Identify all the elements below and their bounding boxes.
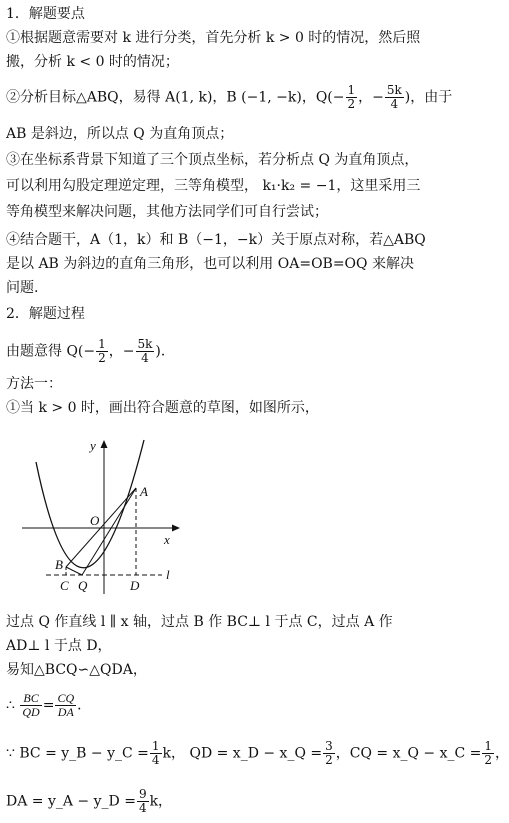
point3-line2: 可以利用勾股定理逆定理，三等角模型， k₁·k₂ = −1，这里采用三 <box>6 178 421 194</box>
therefore-symbol: ∴ <box>6 697 15 714</box>
period: ． <box>77 697 92 714</box>
da-expr: DA = y_A − y_D = <box>6 793 136 810</box>
fraction-num: CQ <box>57 691 75 705</box>
fraction-num: 1 <box>151 739 160 753</box>
point4-line2: 是以 AB 为斜边的直角三角形，也可以利用 OA=OB=OQ 来解决 <box>6 256 414 272</box>
label-x: x <box>164 532 170 547</box>
point3-line3: 等角模型来解决问题，其他方法同学们可自行尝试； <box>6 204 328 220</box>
da-line <box>6 788 464 815</box>
point1-line1: ①根据题意需要对 k 进行分类，首先分析 k > 0 时的情况，然后照 <box>6 30 421 46</box>
fraction-den: 4 <box>390 97 399 111</box>
fraction-den: 2 <box>98 351 106 365</box>
fraction-half <box>346 84 358 111</box>
q-text-post: )． <box>155 343 175 360</box>
equals-sign: = <box>42 697 55 714</box>
fraction-3-2 <box>323 740 335 767</box>
point2-text-mid: ，− <box>358 89 384 106</box>
section2-heading: 2．解题过程 <box>6 306 85 322</box>
label-b: B <box>55 557 63 572</box>
fraction-den: 4 <box>138 801 147 815</box>
fraction-num: 5k <box>137 337 153 351</box>
bc-k: k， <box>162 745 186 762</box>
segment-bq <box>66 567 82 575</box>
fraction-half <box>96 338 108 365</box>
segment-qa <box>82 488 136 575</box>
construction-line1: 过点 Q 作直线 l ∥ x 轴，过点 B 作 BC⊥ l 于点 C，过点 A 作 <box>6 614 393 630</box>
q-coordinates-line <box>6 338 464 365</box>
label-y: y <box>90 438 96 453</box>
fraction-num: 3 <box>325 739 333 753</box>
cq-post: ， <box>495 745 509 762</box>
fraction-5k4 <box>136 338 155 365</box>
fraction-num: 1 <box>347 83 356 97</box>
x-axis-arrow <box>172 525 180 532</box>
lengths-line <box>6 739 509 767</box>
similarity-line: 易知△BCQ∽△QDA， <box>6 662 147 678</box>
point3-line1: ③在坐标系背景下知道了三个顶点坐标，若分析点 Q 为直角顶点， <box>6 152 419 168</box>
fraction-den: 2 <box>325 753 333 767</box>
section1-heading: 1．解题要点 <box>6 6 85 22</box>
fraction-den: QD <box>22 705 40 719</box>
fraction-1-4 <box>150 740 162 767</box>
bc-expr: ∵ BC = y_B − y_C = <box>6 745 149 762</box>
label-q: Q <box>78 578 88 593</box>
label-o: O <box>90 513 100 528</box>
construction-line2: AD⊥ l 于点 D， <box>6 638 112 654</box>
label-l: l <box>166 567 170 582</box>
fraction-num: 9 <box>138 787 147 801</box>
parabola-curve <box>36 440 144 568</box>
point2-line1 <box>6 84 464 111</box>
q-text-pre: 由题意得 Q(− <box>6 343 96 360</box>
fraction-9-4 <box>137 788 149 815</box>
point2-text-post: )，由于 <box>404 89 453 106</box>
fraction-den: 4 <box>141 351 149 365</box>
point4-line3: 问题. <box>6 280 39 296</box>
y-axis-arrow <box>101 440 108 448</box>
fraction-num: BC <box>20 692 41 706</box>
label-c: C <box>60 578 69 593</box>
point1-line2: 搬，分析 k < 0 时的情况； <box>6 54 179 70</box>
method-label: 方法一： <box>6 376 62 392</box>
ratio-line <box>6 692 464 719</box>
fraction-bc-qd <box>20 692 41 719</box>
q-text-mid: ，− <box>108 343 135 360</box>
point2-line2: AB 是斜边，所以点 Q 为直角顶点； <box>6 126 234 142</box>
point4-line1: ④结合题干，A（1，k）和 B（−1，−k）关于原点对称，若△ABQ <box>6 232 426 248</box>
fraction-den: 2 <box>484 753 493 767</box>
qd-expr: QD = x_D − x_Q = <box>189 745 323 762</box>
fraction-num: 1 <box>98 337 106 351</box>
label-d: D <box>130 578 140 593</box>
point2-text-pre: ②分析目标△ABQ，易得 A(1, k)，B (−1, −k)，Q(− <box>6 89 345 106</box>
fraction-cq-da <box>55 692 76 719</box>
parabola-figure <box>18 426 193 598</box>
cq-expr: ，CQ = x_Q − x_C = <box>335 745 482 762</box>
fraction-den: DA <box>57 705 74 719</box>
case1-line: ①当 k > 0 时，画出符合题意的草图，如图所示， <box>6 400 319 416</box>
fraction-5k4 <box>385 84 404 111</box>
fraction-den: 2 <box>347 97 356 111</box>
da-post: k， <box>149 793 173 810</box>
fraction-1-2 <box>482 740 494 767</box>
fraction-num: 5k <box>386 83 402 97</box>
label-a: A <box>140 484 148 499</box>
fraction-den: 4 <box>151 753 160 767</box>
fraction-num: 1 <box>484 739 493 753</box>
